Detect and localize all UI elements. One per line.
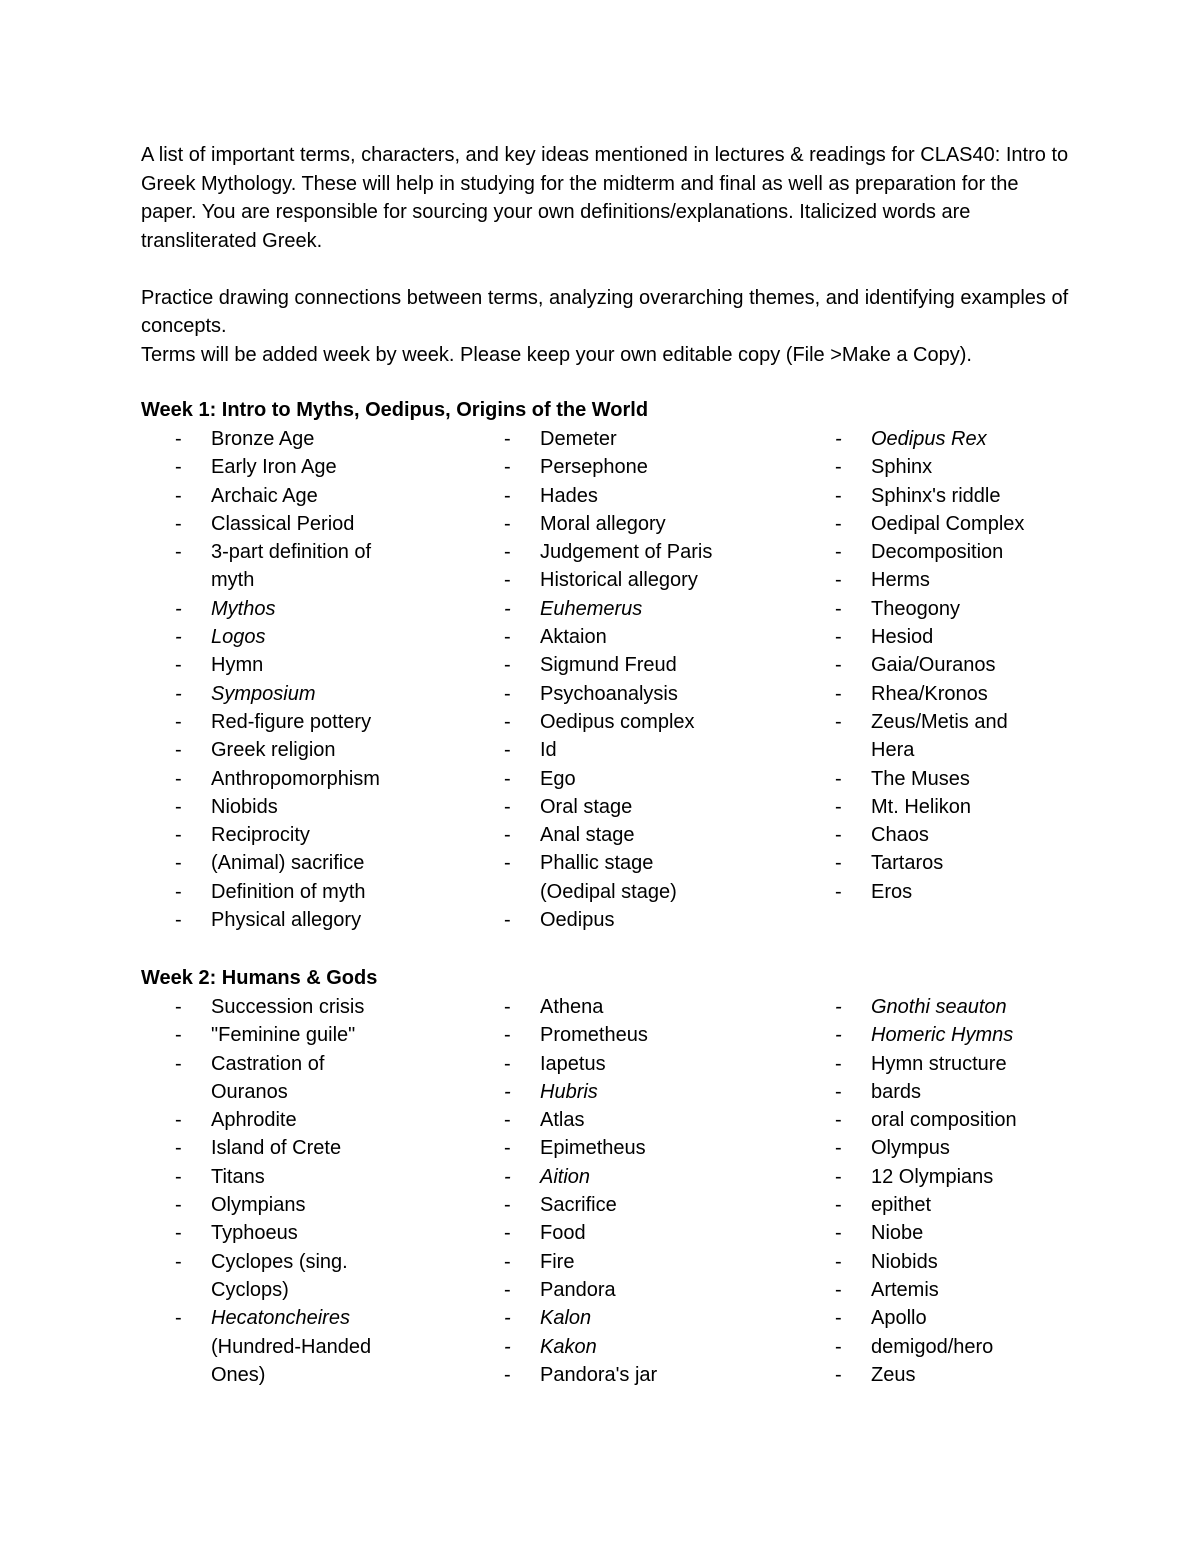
term-item: - Kakon	[504, 1333, 754, 1361]
term-item: - Hubris	[504, 1078, 754, 1106]
term-item: - Historical allegory	[504, 566, 754, 594]
term-item: - Pandora's jar	[504, 1361, 754, 1389]
term-item: - Reciprocity	[175, 821, 425, 849]
term-item: - Red-figure pottery	[175, 708, 425, 736]
term-item: - Castration of Ouranos	[175, 1050, 371, 1107]
term-item	[175, 1304, 401, 1389]
term-item: - Niobids	[835, 1248, 1085, 1276]
term-item: - demigod/hero	[835, 1333, 1085, 1361]
term-item: - Eros	[835, 878, 1085, 906]
term-item: - Sphinx's riddle	[835, 482, 1085, 510]
term-item: - oral composition	[835, 1106, 1085, 1134]
term-item: - Aition	[504, 1163, 754, 1191]
intro-block	[141, 141, 1071, 369]
term-item: - Prometheus	[504, 1021, 754, 1049]
term-item: - Oedipus	[504, 906, 754, 934]
term-item: - Niobe	[835, 1219, 1085, 1247]
term-item: - Epimetheus	[504, 1134, 754, 1162]
term-item: - Aphrodite	[175, 1106, 425, 1134]
term-gloss: (Hundred-Handed Ones)	[211, 1335, 372, 1386]
term-item: - Iapetus	[504, 1050, 754, 1078]
term-item: - Oedipus Rex	[835, 425, 1085, 453]
term-item: - Aktaion	[504, 623, 754, 651]
week-1-column-3	[835, 425, 1085, 906]
week-1-column-2	[504, 425, 754, 934]
term-item: - Bronze Age	[175, 425, 425, 453]
term-item: - Zeus	[835, 1361, 1085, 1389]
week-2-column-3	[835, 993, 1085, 1389]
term-item: - Herms	[835, 566, 1085, 594]
term-item: - Hades	[504, 482, 754, 510]
term-item: - Fire	[504, 1248, 754, 1276]
term-item: - Hesiod	[835, 623, 1085, 651]
term-item: - Kalon	[504, 1304, 754, 1332]
term-item: - Hymn	[175, 651, 425, 679]
intro-paragraph-2: Practice drawing connections between terms, analyzing overarching themes, and identifying examples of concepts.	[141, 286, 1069, 337]
term-item: - Apollo	[835, 1304, 1085, 1332]
term-item: - The Muses	[835, 765, 1085, 793]
term-item: - Rhea/Kronos	[835, 680, 1085, 708]
term-item: - "Feminine guile"	[175, 1021, 425, 1049]
term-item: - Id	[504, 736, 754, 764]
term-item: - Niobids	[175, 793, 425, 821]
term-item: - Greek religion	[175, 736, 425, 764]
term-item: - Euhemerus	[504, 595, 754, 623]
term-item: - Homeric Hymns	[835, 1021, 1085, 1049]
term-item: - Sacrifice	[504, 1191, 754, 1219]
term-item: - Hymn structure	[835, 1050, 1085, 1078]
term-item: - Sigmund Freud	[504, 651, 754, 679]
term-item: - Mt. Helikon	[835, 793, 1085, 821]
term-item: - Mythos	[175, 595, 425, 623]
term-italic-part: Hecatoncheires	[211, 1307, 350, 1330]
term-item: - 12 Olympians	[835, 1163, 1085, 1191]
term-item: - Oral stage	[504, 793, 754, 821]
term-item: - Archaic Age	[175, 482, 425, 510]
week-2-heading: Week 2: Humans & Gods	[141, 967, 378, 989]
term-item: - Anal stage	[504, 821, 754, 849]
term-item: - Definition of myth	[175, 878, 425, 906]
term-item: - Early Iron Age	[175, 453, 425, 481]
term-item: - Typhoeus	[175, 1219, 425, 1247]
term-item: - Moral allegory	[504, 510, 754, 538]
term-item: - Cyclopes (sing. Cyclops)	[175, 1248, 381, 1305]
term-item: - bards	[835, 1078, 1085, 1106]
term-item: - Symposium	[175, 680, 425, 708]
term-item: - Anthropomorphism	[175, 765, 425, 793]
week-1-column-1	[175, 425, 425, 934]
term-item: - Gnothi seauton	[835, 993, 1085, 1021]
term-item: - Decomposition	[835, 538, 1085, 566]
term-item: - Chaos	[835, 821, 1085, 849]
term-item: - Olympus	[835, 1134, 1085, 1162]
term-item: - Artemis	[835, 1276, 1085, 1304]
term-item: - Psychoanalysis	[504, 680, 754, 708]
term-item: - 3-part definition of myth	[175, 538, 401, 595]
term-item: - Logos	[175, 623, 425, 651]
term-item: - Oedipal Complex	[835, 510, 1085, 538]
week-2-column-2	[504, 993, 754, 1389]
term-item: - Succession crisis	[175, 993, 425, 1021]
term-item: - Phallic stage (Oedipal stage)	[504, 849, 710, 906]
term-item: - Physical allegory	[175, 906, 425, 934]
term-item: - Atlas	[504, 1106, 754, 1134]
term-item: - Zeus/Metis and Hera	[835, 708, 1051, 765]
term-item: - Judgement of Paris	[504, 538, 754, 566]
term-item: - Food	[504, 1219, 754, 1247]
term-item: - Oedipus complex	[504, 708, 754, 736]
term-item: - Olympians	[175, 1191, 425, 1219]
intro-paragraph-3: Terms will be added week by week. Please keep your own editable copy (File >Make a Copy).	[141, 343, 972, 366]
term-item: - Demeter	[504, 425, 754, 453]
term-item: - Athena	[504, 993, 754, 1021]
term-item: - Pandora	[504, 1276, 754, 1304]
term-item: - Theogony	[835, 595, 1085, 623]
term-item: - Sphinx	[835, 453, 1085, 481]
term-item: - Tartaros	[835, 849, 1085, 877]
week-1-heading: Week 1: Intro to Myths, Oedipus, Origins of the World	[141, 399, 649, 421]
intro-paragraph-1: A list of important terms, characters, and key ideas mentioned in lectures & readings for CLAS40: Intro to Greek Mythology. These will help in studying for the midterm and final as well as preparation for the paper. You are responsible for sourcing your own definitions/explanations. Italicized words are transliterated Greek.	[141, 144, 1069, 252]
term-item: - Island of Crete	[175, 1134, 425, 1162]
term-item: - Ego	[504, 765, 754, 793]
term-item: - Persephone	[504, 453, 754, 481]
term-item: - Gaia/Ouranos	[835, 651, 1085, 679]
term-item: - Titans	[175, 1163, 425, 1191]
week-2-column-1	[175, 993, 425, 1389]
term-item: - Classical Period	[175, 510, 425, 538]
term-item: - epithet	[835, 1191, 1085, 1219]
term-item: - (Animal) sacrifice	[175, 849, 425, 877]
